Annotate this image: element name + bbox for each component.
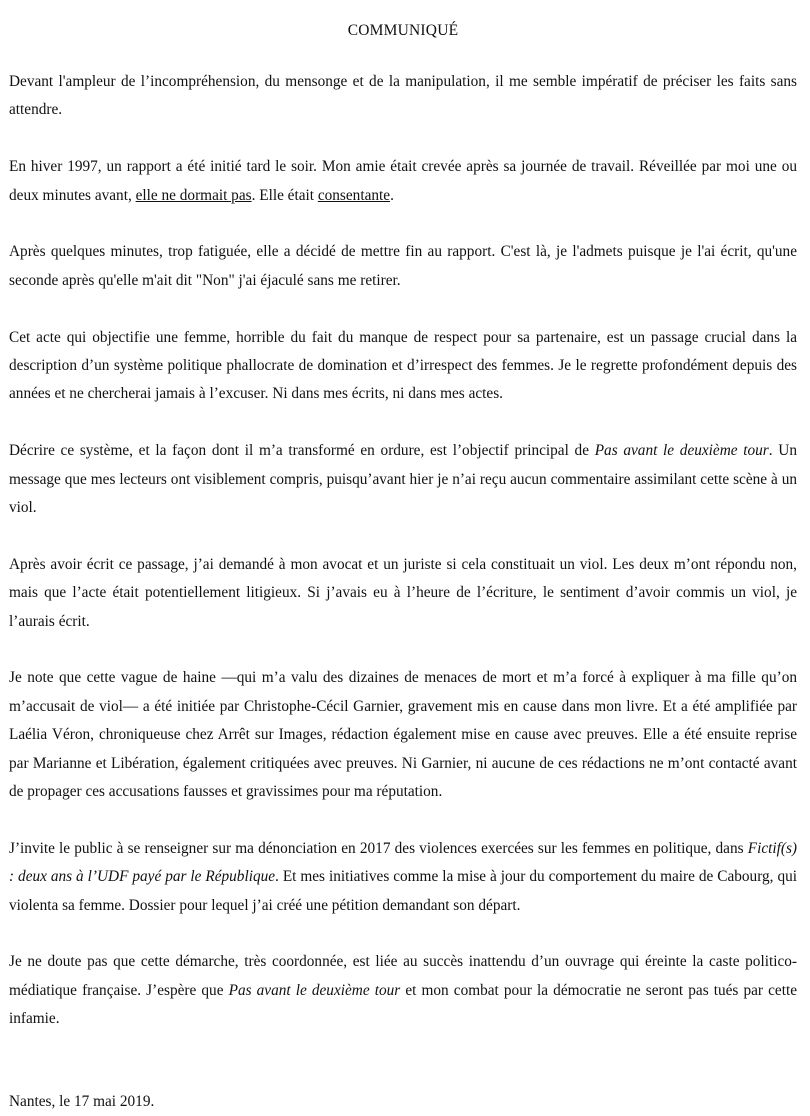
paragraph-5-text-b: . Un message que mes lecteurs ont visiblement compris, puisqu’avant hier je n’ai reçu aucun commentaire assimilant cette scène à un viol.: [9, 442, 797, 517]
paragraph-2: [9, 153, 797, 210]
document-page: [9, 20, 797, 1116]
paragraph-9-text-a: Je ne doute pas que cette démarche, très coordonnée, est liée au succès inattendu d’un ouvrage qui éreinte la caste politico-médiatique française. J’espère que: [9, 953, 797, 999]
paragraph-9-text-b: et mon combat pour la démocratie ne seront pas tués par cette infamie.: [9, 981, 797, 1028]
paragraph-5-text-a: Décrire ce système, et la façon dont il m’a transformé en ordure, est l’objectif principal de: [9, 442, 595, 460]
paragraph-9: [9, 948, 797, 1033]
book-title-italic: Pas avant le deuxième tour: [228, 981, 401, 999]
paragraph-2-text-a: En hiver 1997, un rapport a été initié tard le soir. Mon amie était crevée après sa journée de travail. Réveillée par moi une ou deux minutes avant,: [9, 158, 797, 204]
paragraph-8-text-b: . Et mes initiatives comme la mise à jour du comportement du maire de Cabourg, qui violenta sa femme. Dossier pour lequel j’ai créé une pétition demandant son départ.: [9, 868, 797, 914]
underlined-phrase-not-sleeping: elle ne dormait pas: [135, 186, 252, 204]
paragraph-4: Cet acte qui objectifie une femme, horrible du fait du manque de respect pour sa partenaire, est un passage crucial dans la description d’un système politique phallocrate de domination et d’irrespect des femmes. Je le regrette profondément depuis des années et ne chercherai jamais à l’excuser. Ni dans mes écrits, ni dans mes actes.: [9, 328, 797, 403]
book-title-italic: Fictif(s) : deux ans à l’UDF payé par le République: [9, 839, 797, 886]
place-and-date: Nantes, le 17 mai 2019.: [9, 1092, 155, 1110]
paragraph-8: [9, 835, 797, 920]
paragraph-5: [9, 437, 797, 522]
paragraph-6: Après avoir écrit ce passage, j’ai demandé à mon avocat et un juriste si cela constituait un viol. Les deux m’ont répondu non, mais que l’acte était potentiellement litigieux. Si j’avais eu à l’heure de l’écriture, le sentiment d’avoir commis un viol, je l’aurais écrit.: [9, 555, 797, 630]
book-title-italic: Pas avant le deuxième tour: [594, 442, 769, 460]
document-title: COMMUNIQUÉ: [347, 22, 459, 39]
paragraph-7: Je note que cette vague de haine —qui m’a valu des dizaines de menaces de mort et m’a forcé à expliquer à ma fille qu’on m’accusait de viol— a été initiée par Christophe-Cécil Garnier, gravement mis en cause dans mon livre. Et a été amplifiée par Laélia Véron, chroniqueuse chez Arrêt sur Images, rédaction également mise en cause avec preuves. Elle a été ensuite reprise par Marianne et Libération, également critiquées avec preuves. Ni Garnier, ni aucune de ces rédactions ne m’ont contacté avant de propager ces accusations fausses et gravissimes pour ma réputation.: [9, 669, 797, 801]
paragraph-1: Devant l'ampleur de l’incompréhension, du mensonge et de la manipulation, il me semble impératif de préciser les faits sans attendre.: [9, 73, 797, 119]
paragraph-2-text-b: . Elle était: [251, 186, 318, 204]
underlined-phrase-consenting: consentante: [317, 186, 391, 204]
paragraph-2-text-c: .: [390, 186, 394, 204]
paragraph-3: Après quelques minutes, trop fatiguée, elle a décidé de mettre fin au rapport. C'est là, je l'admets puisque je l'ai écrit, qu'une seconde après qu'elle m'ait dit "Non" j'ai éjaculé sans me retirer.: [9, 243, 797, 289]
paragraph-8-text-a: J’invite le public à se renseigner sur ma dénonciation en 2017 des violences exercées sur les femmes en politique, dans: [9, 839, 748, 857]
